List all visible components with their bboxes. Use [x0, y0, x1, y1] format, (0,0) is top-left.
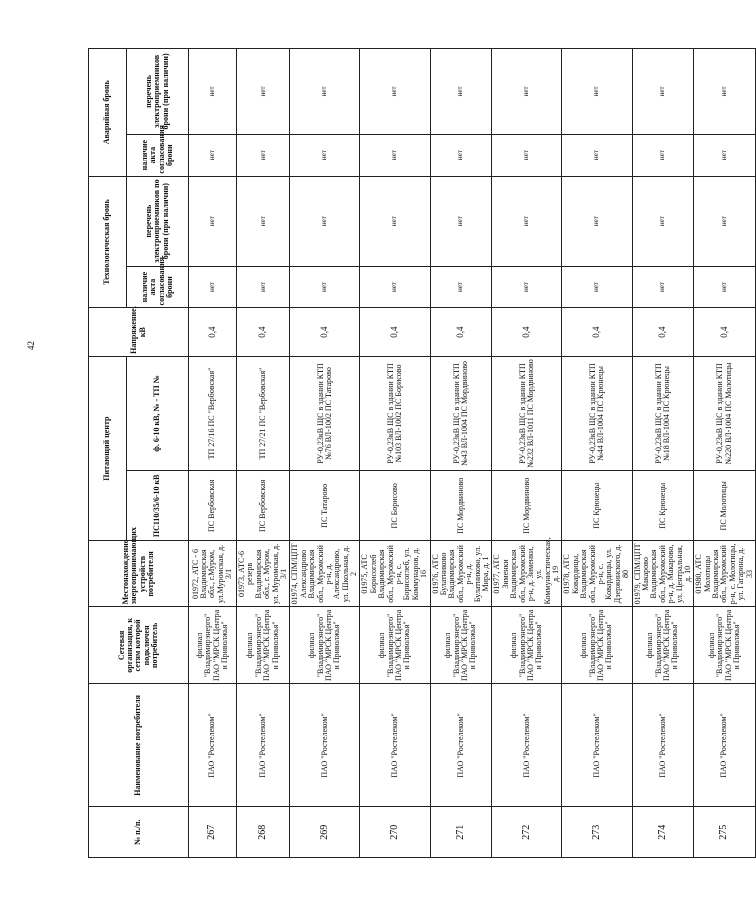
cell-e1: нет — [360, 134, 430, 176]
cell-voltage: 0,4 — [694, 308, 756, 356]
cell-num: 274 — [632, 807, 694, 858]
cell-num: 267 — [189, 807, 237, 858]
header-emerg-list: перечень электроприемников брони (при наличии) — [127, 49, 189, 135]
cell-t1: нет — [189, 266, 237, 308]
cell-consumer: ПАО "Ростелеком" — [290, 684, 360, 807]
cell-e2: нет — [237, 49, 290, 135]
cell-feeder: РУ-0,23кВ ЩС в здании КТП №76 ВЛ-1002 ПС Татарово — [290, 356, 360, 470]
page-number: 42 — [26, 341, 36, 350]
table-row — [632, 49, 694, 858]
cell-t2: нет — [694, 176, 756, 266]
cell-feeder: РУ-0,23кВ ЩС в здании КТП №44 ВЛ-1004 ПС Крюнецы — [562, 356, 632, 470]
cell-voltage: 0,4 — [189, 308, 237, 356]
cell-feeder: РУ-0,23кВ ЩС в здании КТП №220 ВЛ-1004 ПС Молотицы — [694, 356, 756, 470]
cell-t2: нет — [562, 176, 632, 266]
cell-t1: нет — [562, 266, 632, 308]
header-num: № п./п. — [89, 807, 189, 858]
header-tech-reserve: Технологическая бронь — [89, 176, 127, 308]
cell-e1: нет — [492, 134, 562, 176]
cell-e2: нет — [632, 49, 694, 135]
cell-voltage: 0,4 — [360, 308, 430, 356]
header-emergency-reserve: Аварийная бронь — [89, 49, 127, 177]
cell-t1: нет — [632, 266, 694, 308]
cell-consumer: ПАО "Ростелеком" — [632, 684, 694, 807]
cell-e2: нет — [189, 49, 237, 135]
cell-ps: ПС Вербовская — [189, 471, 237, 541]
cell-ps: ПС Мордвиново — [430, 471, 492, 541]
cell-e1: нет — [632, 134, 694, 176]
cell-e2: нет — [694, 49, 756, 135]
cell-e1: нет — [694, 134, 756, 176]
cell-location: 01978, АТС Ковардицы, Владимирская обл., Муромский р-н, с. Ковардицы, ул. Дзержинского, д. 80 — [562, 541, 632, 607]
table-row — [189, 49, 237, 858]
cell-network: филиал "Владимирэнерго" ПАО "МРСК Центра и Приволжья" — [694, 607, 756, 684]
cell-e2: нет — [360, 49, 430, 135]
cell-num: 271 — [430, 807, 492, 858]
cell-t2: нет — [290, 176, 360, 266]
cell-network: филиал "Владимирэнерго" ПАО "МРСК Центра и Приволжья" — [492, 607, 562, 684]
cell-feeder: РУ-0,23кВ ЩС в здании КТП №232 ВЛ-1011 ПС Мордвиново — [492, 356, 562, 470]
cell-location: 01973, АТС-6 резерв Владимирская обл., г. Муром, ул. Муромская, д. 3/1 — [237, 541, 290, 607]
cell-t2: нет — [360, 176, 430, 266]
header-feeder: ф. 6-10 кВ, № - ТП № — [127, 356, 189, 470]
reserve-table-rotated — [88, 48, 754, 858]
cell-location: 01976, АТС Булатниково Владимирская обл., Муромский р-н, д. Булатниково, ул. Мира, д. 1 — [430, 541, 492, 607]
cell-voltage: 0,4 — [632, 308, 694, 356]
cell-ps: ПС Молотицы — [694, 471, 756, 541]
cell-num: 268 — [237, 807, 290, 858]
header-ps: ПС110/35/6-10 кВ — [127, 471, 189, 541]
cell-num: 269 — [290, 807, 360, 858]
cell-consumer: ПАО "Ростелеком" — [189, 684, 237, 807]
cell-t2: нет — [189, 176, 237, 266]
cell-consumer: ПАО "Ростелеком" — [237, 684, 290, 807]
cell-e1: нет — [237, 134, 290, 176]
cell-feeder: РУ-0,23кВ ЩС в здании КТП №103 ВЛ-1002 ПС Борисово — [360, 356, 430, 470]
table-row — [694, 49, 756, 858]
cell-feeder: РУ-0,23кВ ЩС в здании КТП №18 ВЛ-1004 ПС Крюнецы — [632, 356, 694, 470]
cell-e1: нет — [290, 134, 360, 176]
cell-num: 272 — [492, 807, 562, 858]
cell-t1: нет — [492, 266, 562, 308]
cell-consumer: ПАО "Ростелеком" — [562, 684, 632, 807]
cell-voltage: 0,4 — [430, 308, 492, 356]
cell-feeder: РУ-0,23кВ ЩС в здании КТП №43 ВЛ-1004 ПС Мордвиново — [430, 356, 492, 470]
table-row — [290, 49, 360, 858]
cell-feeder: ТП 27/16 ПС "Вербовская" — [189, 356, 237, 470]
cell-ps: ПС Борисово — [360, 471, 430, 541]
cell-consumer: ПАО "Ростелеком" — [430, 684, 492, 807]
cell-location: 01972, АТС - 6 Владимирская обл., г.Муром, ул.Муромская, д. 3/1 — [189, 541, 237, 607]
cell-location: 01980, АТС Молотицы Владимирская обл., Муромский р-н, с. Молотицы, ул. Гагарина, д. 33 — [694, 541, 756, 607]
cell-e1: нет — [430, 134, 492, 176]
cell-t1: нет — [430, 266, 492, 308]
cell-t2: нет — [492, 176, 562, 266]
cell-t2: нет — [430, 176, 492, 266]
cell-num: 270 — [360, 807, 430, 858]
cell-location: 01974, СПМ/ЦПТ Александрово Владимирская обл., Муромский р-н, д. Александрово, ул. Школьная, д. 2 — [290, 541, 360, 607]
cell-ps: ПС Мордвиново — [492, 471, 562, 541]
cell-ps: ПС Татарово — [290, 471, 360, 541]
cell-num: 275 — [694, 807, 756, 858]
cell-voltage: 0,4 — [237, 308, 290, 356]
cell-network: филиал "Владимирэнерго" ПАО "МРСК Центра и Приволжья" — [430, 607, 492, 684]
cell-network: филиал "Владимирэнерго" ПАО "МРСК Центра и Приволжья" — [632, 607, 694, 684]
header-voltage: Напряжение, кВ — [89, 308, 189, 356]
cell-location: 01979, СПМ/ЦПТ Макарово Владимирская обл., Муромский р-н, д. Макарово, ул. Центральная, д. 10 — [632, 541, 694, 607]
cell-consumer: ПАО "Ростелеком" — [492, 684, 562, 807]
cell-network: филиал "Владимирэнерго" ПАО "МРСК Центра и Приволжья" — [237, 607, 290, 684]
cell-network: филиал "Владимирэнерго" ПАО "МРСК Центра и Приволжья" — [189, 607, 237, 684]
cell-t2: нет — [237, 176, 290, 266]
cell-t2: нет — [632, 176, 694, 266]
cell-consumer: ПАО "Ростелеком" — [360, 684, 430, 807]
cell-location: 01977, АТС Зименки Владимирская обл., Муромский р-н, д. Зименки, ул. Коммунистическая, д. 19 — [492, 541, 562, 607]
cell-ps: ПС Крюнецы — [562, 471, 632, 541]
cell-network: филиал "Владимирэнерго" ПАО "МРСК Центра и Приволжья" — [360, 607, 430, 684]
cell-ps: ПС Крюнецы — [632, 471, 694, 541]
header-location: Местонахождение энергопринимающих устройств потребителя — [89, 541, 189, 607]
cell-voltage: 0,4 — [562, 308, 632, 356]
table-row — [562, 49, 632, 858]
cell-t1: нет — [360, 266, 430, 308]
table-row — [430, 49, 492, 858]
table-row — [492, 49, 562, 858]
header-consumer: Наименование потребителя — [89, 684, 189, 807]
cell-feeder: ТП 27/21 ПС "Вербовская" — [237, 356, 290, 470]
cell-voltage: 0,4 — [492, 308, 562, 356]
cell-voltage: 0,4 — [290, 308, 360, 356]
cell-e1: нет — [189, 134, 237, 176]
header-tech-list: перечень электроприемников по брони (при наличии) — [127, 176, 189, 266]
cell-t1: нет — [237, 266, 290, 308]
table-row — [237, 49, 290, 858]
cell-e2: нет — [430, 49, 492, 135]
cell-location: 01975, АТС Борисоглеб Владимирская обл., Муромский р-н, с. Борисоглеб, ул. Коммунаров, д. 16 — [360, 541, 430, 607]
cell-t1: нет — [694, 266, 756, 308]
reserve-table — [88, 48, 756, 858]
table-row — [360, 49, 430, 858]
cell-network: филиал "Владимирэнерго" ПАО "МРСК Центра и Приволжья" — [290, 607, 360, 684]
header-supply-center: Питающий центр — [89, 356, 127, 541]
header-tech-agreement: наличие акта согласования брони — [127, 266, 189, 308]
cell-t1: нет — [290, 266, 360, 308]
cell-e2: нет — [562, 49, 632, 135]
cell-e2: нет — [290, 49, 360, 135]
header-emerg-agreement: наличие акта согласования брони — [127, 134, 189, 176]
header-network: Сетевая организация, к сетям которой подключен потребитель — [89, 607, 189, 684]
cell-e1: нет — [562, 134, 632, 176]
cell-e2: нет — [492, 49, 562, 135]
cell-ps: ПС Вербовская — [237, 471, 290, 541]
cell-network: филиал "Владимирэнерго" ПАО "МРСК Центра и Приволжья" — [562, 607, 632, 684]
cell-consumer: ПАО "Ростелеком" — [694, 684, 756, 807]
cell-num: 273 — [562, 807, 632, 858]
